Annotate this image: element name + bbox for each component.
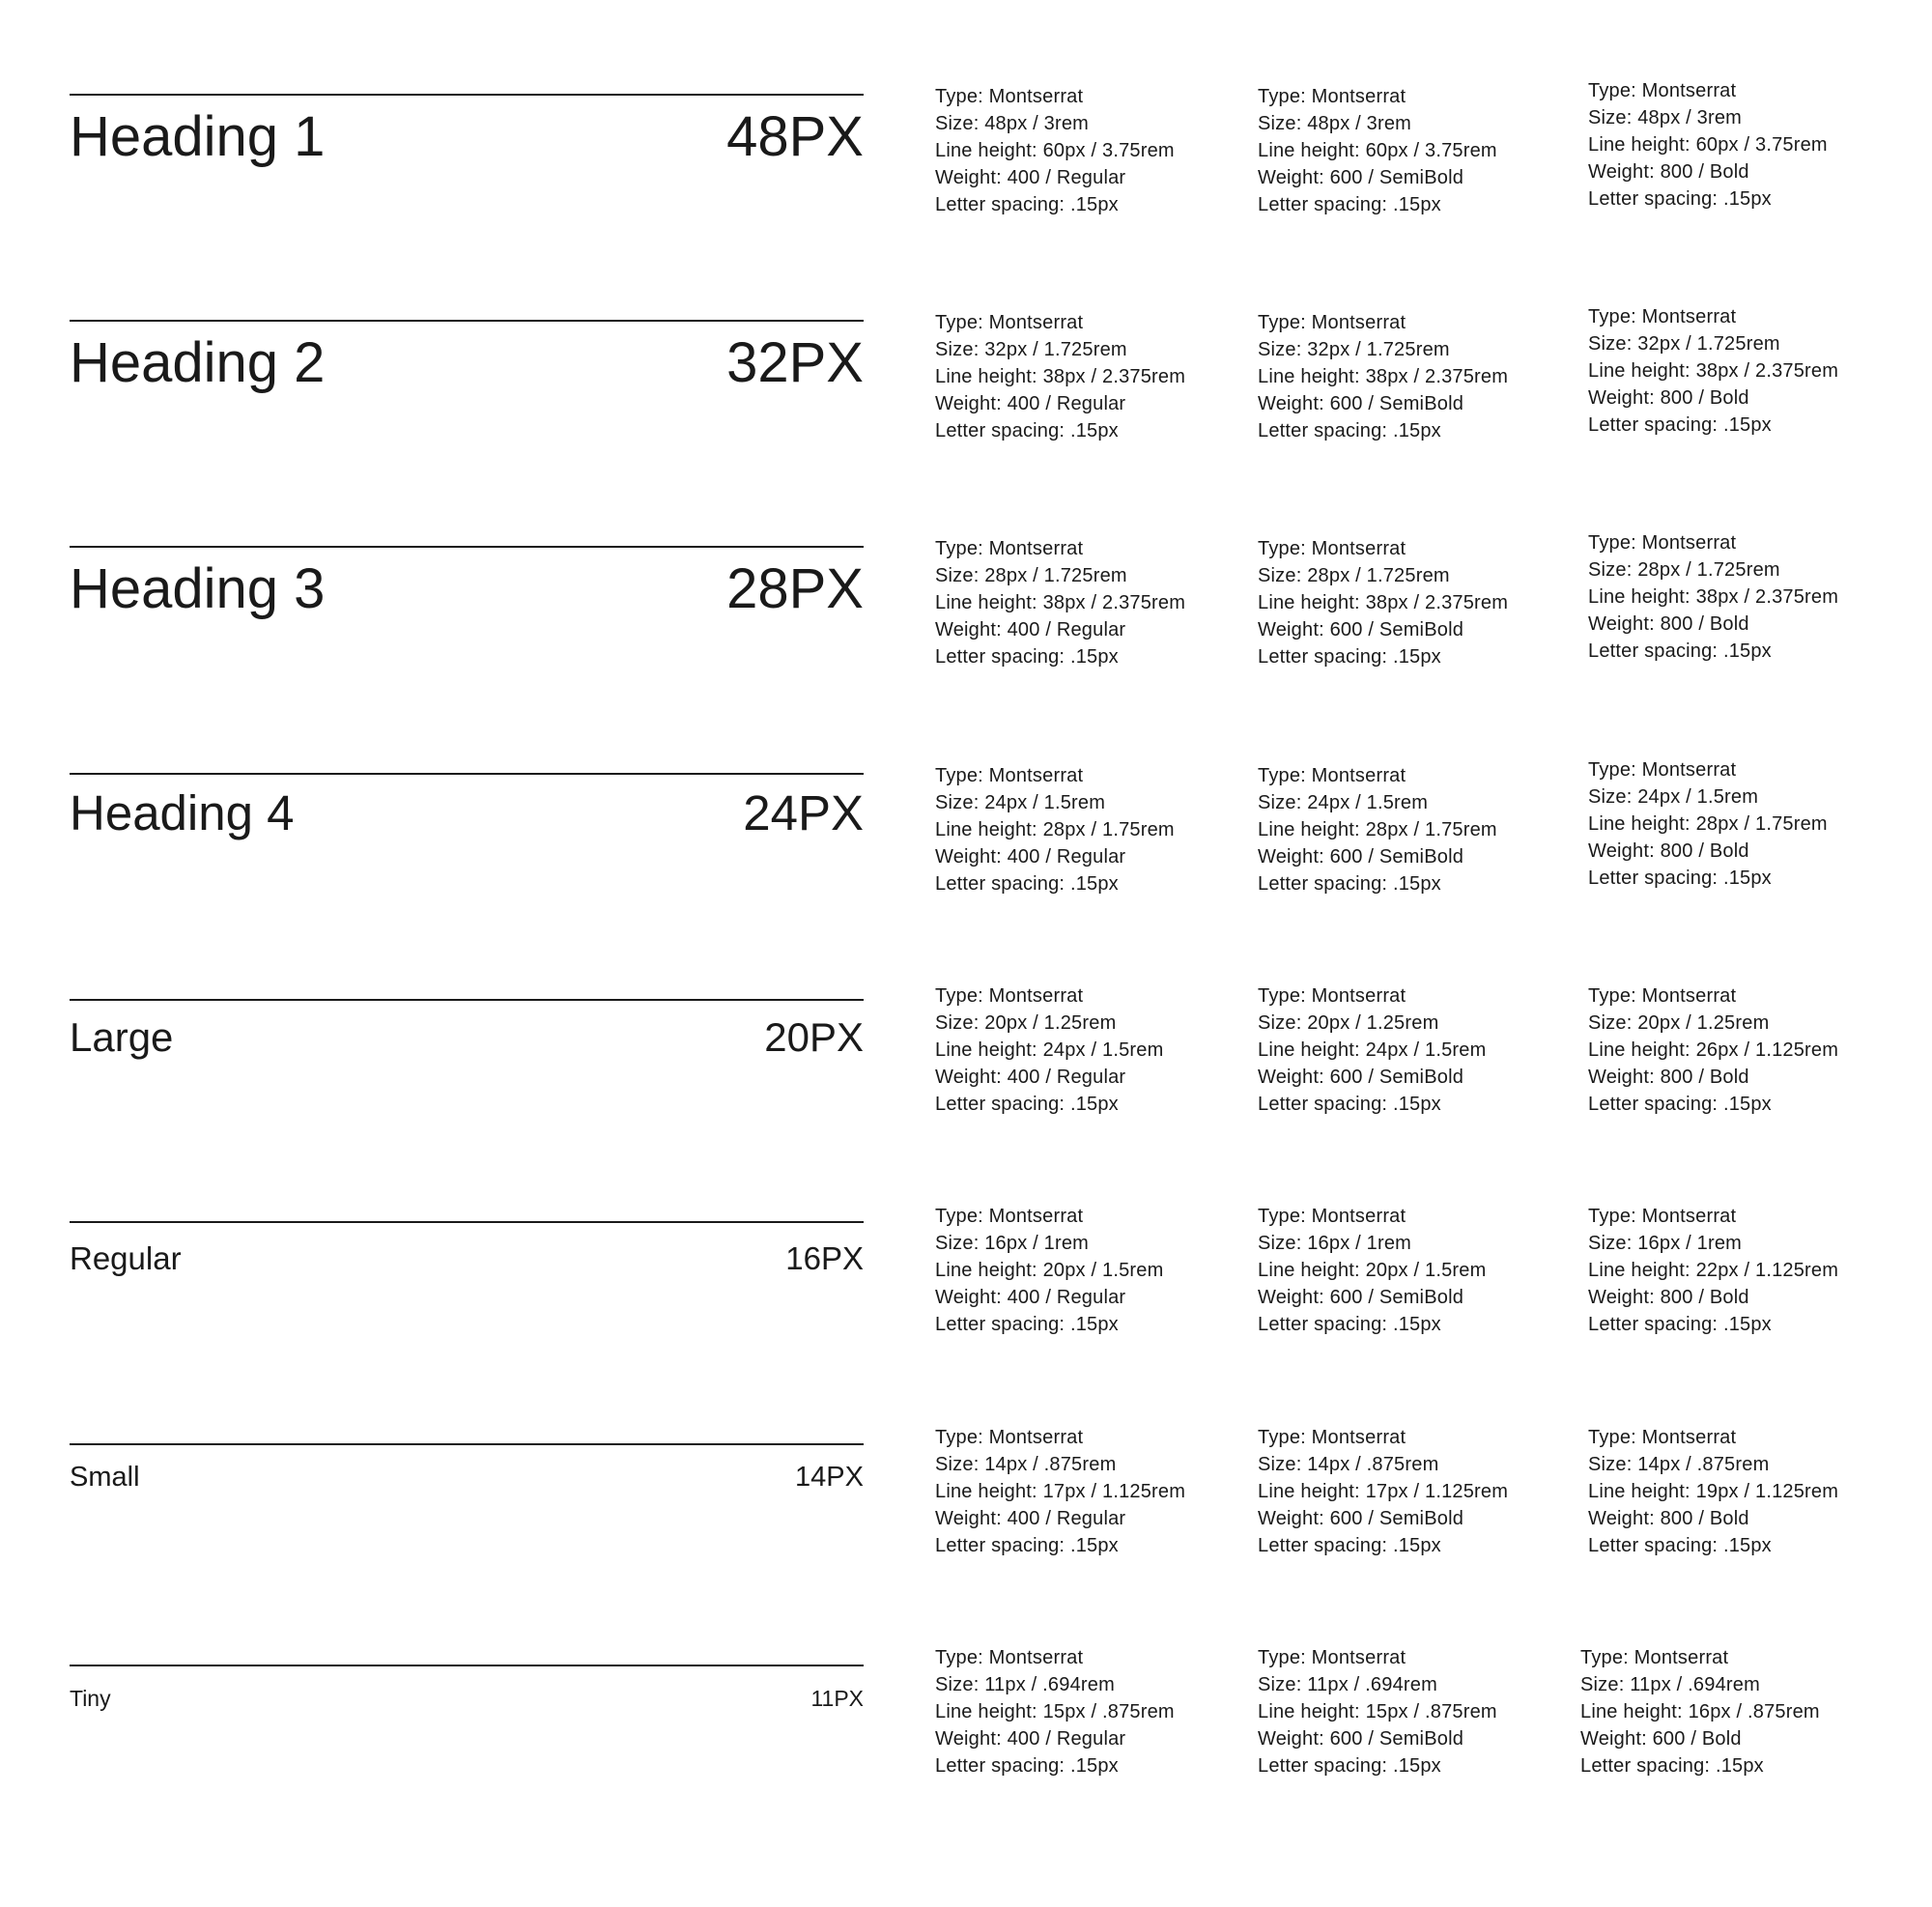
spec-line-height: Line height: 19px / 1.125rem xyxy=(1588,1481,1839,1502)
spec-bold xyxy=(1588,303,1838,439)
spec-weight: Weight: 800 / Bold xyxy=(1588,1508,1749,1529)
spec-weight: Weight: 400 / Regular xyxy=(935,846,1126,868)
style-size: 20PX xyxy=(764,1014,864,1060)
spec-line-height: Line height: 24px / 1.5rem xyxy=(935,1039,1164,1061)
spec-line-height: Line height: 22px / 1.125rem xyxy=(1588,1260,1839,1281)
spec-bold xyxy=(1588,982,1838,1118)
spec-size: Size: 14px / .875rem xyxy=(935,1454,1117,1475)
spec-weight: Weight: 800 / Bold xyxy=(1588,840,1749,862)
spec-line-height: Line height: 26px / 1.125rem xyxy=(1588,1039,1839,1061)
spec-semibold xyxy=(1258,982,1486,1118)
spec-size: Size: 11px / .694rem xyxy=(1258,1674,1437,1695)
style-name: Regular xyxy=(70,1240,182,1276)
spec-regular xyxy=(935,1644,1175,1779)
spec-letter-spacing: Letter spacing: .15px xyxy=(935,1094,1119,1115)
type-sample xyxy=(70,320,864,394)
spec-type: Type: Montserrat xyxy=(935,1206,1084,1227)
spec-type: Type: Montserrat xyxy=(1258,985,1406,1007)
style-name: Heading 4 xyxy=(70,785,295,840)
spec-letter-spacing: Letter spacing: .15px xyxy=(1588,1314,1772,1335)
spec-size: Size: 20px / 1.25rem xyxy=(1258,1012,1439,1034)
spec-letter-spacing: Letter spacing: .15px xyxy=(1588,188,1772,210)
spec-type: Type: Montserrat xyxy=(1588,1206,1737,1227)
style-size: 32PX xyxy=(726,331,864,394)
spec-type: Type: Montserrat xyxy=(1588,759,1737,781)
spec-bold xyxy=(1588,77,1828,213)
spec-letter-spacing: Letter spacing: .15px xyxy=(1588,414,1772,436)
spec-bold xyxy=(1588,1424,1838,1559)
spec-letter-spacing: Letter spacing: .15px xyxy=(1258,1314,1441,1335)
spec-line-height: Line height: 38px / 2.375rem xyxy=(1258,366,1509,387)
spec-letter-spacing: Letter spacing: .15px xyxy=(1588,1094,1772,1115)
type-sample xyxy=(70,773,864,840)
spec-letter-spacing: Letter spacing: .15px xyxy=(1258,646,1441,668)
spec-letter-spacing: Letter spacing: .15px xyxy=(1258,194,1441,215)
spec-weight: Weight: 600 / SemiBold xyxy=(1258,1067,1464,1088)
spec-size: Size: 32px / 1.725rem xyxy=(935,339,1127,360)
spec-weight: Weight: 800 / Bold xyxy=(1588,387,1749,409)
spec-letter-spacing: Letter spacing: .15px xyxy=(1588,640,1772,662)
style-size: 24PX xyxy=(743,785,864,840)
spec-type: Type: Montserrat xyxy=(1588,306,1737,327)
type-sample xyxy=(70,1443,864,1493)
spec-type: Type: Montserrat xyxy=(935,312,1084,333)
spec-size: Size: 11px / .694rem xyxy=(1580,1674,1760,1695)
spec-letter-spacing: Letter spacing: .15px xyxy=(935,1314,1119,1335)
spec-size: Size: 14px / .875rem xyxy=(1588,1454,1770,1475)
spec-line-height: Line height: 20px / 1.5rem xyxy=(935,1260,1164,1281)
spec-line-height: Line height: 15px / .875rem xyxy=(935,1701,1175,1722)
spec-regular xyxy=(935,982,1163,1118)
type-sample xyxy=(70,546,864,620)
spec-size: Size: 32px / 1.725rem xyxy=(1588,333,1780,355)
spec-semibold xyxy=(1258,83,1497,218)
spec-weight: Weight: 800 / Bold xyxy=(1588,1067,1749,1088)
spec-line-height: Line height: 28px / 1.75rem xyxy=(1258,819,1497,840)
spec-letter-spacing: Letter spacing: .15px xyxy=(935,1535,1119,1556)
spec-semibold xyxy=(1258,1424,1508,1559)
spec-letter-spacing: Letter spacing: .15px xyxy=(1258,873,1441,895)
spec-weight: Weight: 600 / SemiBold xyxy=(1258,619,1464,640)
style-name: Tiny xyxy=(70,1686,111,1711)
spec-size: Size: 11px / .694rem xyxy=(935,1674,1115,1695)
spec-type: Type: Montserrat xyxy=(1258,538,1406,559)
spec-weight: Weight: 800 / Bold xyxy=(1588,161,1749,183)
spec-type: Type: Montserrat xyxy=(935,1647,1084,1668)
spec-weight: Weight: 800 / Bold xyxy=(1588,1287,1749,1308)
spec-size: Size: 28px / 1.725rem xyxy=(1258,565,1450,586)
type-sample xyxy=(70,94,864,168)
spec-line-height: Line height: 28px / 1.75rem xyxy=(1588,813,1828,835)
spec-weight: Weight: 600 / SemiBold xyxy=(1258,846,1464,868)
spec-size: Size: 28px / 1.725rem xyxy=(1588,559,1780,581)
spec-size: Size: 48px / 3rem xyxy=(1258,113,1412,134)
spec-type: Type: Montserrat xyxy=(935,765,1084,786)
spec-weight: Weight: 400 / Regular xyxy=(935,1067,1126,1088)
style-size: 14PX xyxy=(795,1462,864,1493)
spec-type: Type: Montserrat xyxy=(935,86,1084,107)
spec-letter-spacing: Letter spacing: .15px xyxy=(1258,1094,1441,1115)
spec-type: Type: Montserrat xyxy=(1258,1206,1406,1227)
spec-bold xyxy=(1588,756,1828,892)
spec-semibold xyxy=(1258,535,1508,670)
spec-regular xyxy=(935,762,1175,897)
spec-letter-spacing: Letter spacing: .15px xyxy=(1258,1535,1441,1556)
spec-line-height: Line height: 16px / .875rem xyxy=(1580,1701,1820,1722)
spec-line-height: Line height: 60px / 3.75rem xyxy=(935,140,1175,161)
spec-weight: Weight: 600 / Bold xyxy=(1580,1728,1742,1750)
style-name: Heading 1 xyxy=(70,105,326,168)
spec-weight: Weight: 400 / Regular xyxy=(935,1287,1126,1308)
spec-size: Size: 16px / 1rem xyxy=(1588,1233,1743,1254)
spec-letter-spacing: Letter spacing: .15px xyxy=(935,420,1119,441)
style-size: 28PX xyxy=(726,557,864,620)
spec-regular xyxy=(935,83,1175,218)
spec-size: Size: 48px / 3rem xyxy=(1588,107,1743,128)
style-name: Heading 3 xyxy=(70,557,326,620)
spec-weight: Weight: 600 / SemiBold xyxy=(1258,1287,1464,1308)
spec-semibold xyxy=(1258,1203,1486,1338)
spec-size: Size: 20px / 1.25rem xyxy=(935,1012,1117,1034)
style-name: Large xyxy=(70,1014,174,1060)
spec-size: Size: 24px / 1.5rem xyxy=(1588,786,1759,808)
spec-semibold xyxy=(1258,762,1497,897)
spec-line-height: Line height: 28px / 1.75rem xyxy=(935,819,1175,840)
spec-bold xyxy=(1588,1203,1838,1338)
spec-type: Type: Montserrat xyxy=(935,1427,1084,1448)
spec-weight: Weight: 800 / Bold xyxy=(1588,613,1749,635)
spec-weight: Weight: 600 / SemiBold xyxy=(1258,393,1464,414)
spec-size: Size: 24px / 1.5rem xyxy=(1258,792,1429,813)
spec-semibold xyxy=(1258,309,1508,444)
spec-size: Size: 28px / 1.725rem xyxy=(935,565,1127,586)
spec-line-height: Line height: 15px / .875rem xyxy=(1258,1701,1497,1722)
spec-type: Type: Montserrat xyxy=(1258,86,1406,107)
spec-type: Type: Montserrat xyxy=(1258,312,1406,333)
spec-regular xyxy=(935,309,1185,444)
spec-semibold xyxy=(1258,1644,1497,1779)
spec-weight: Weight: 400 / Regular xyxy=(935,619,1126,640)
type-sample xyxy=(70,1665,864,1711)
spec-type: Type: Montserrat xyxy=(935,985,1084,1007)
type-sample xyxy=(70,1221,864,1276)
spec-letter-spacing: Letter spacing: .15px xyxy=(935,194,1119,215)
spec-type: Type: Montserrat xyxy=(1588,80,1737,101)
spec-letter-spacing: Letter spacing: .15px xyxy=(935,1755,1119,1777)
style-size: 11PX xyxy=(810,1686,864,1711)
spec-letter-spacing: Letter spacing: .15px xyxy=(1588,1535,1772,1556)
type-sample xyxy=(70,999,864,1060)
spec-type: Type: Montserrat xyxy=(1258,1427,1406,1448)
spec-letter-spacing: Letter spacing: .15px xyxy=(1258,420,1441,441)
spec-regular xyxy=(935,535,1185,670)
style-name: Heading 2 xyxy=(70,331,326,394)
spec-bold xyxy=(1580,1644,1820,1779)
spec-letter-spacing: Letter spacing: .15px xyxy=(1588,868,1772,889)
spec-line-height: Line height: 38px / 2.375rem xyxy=(935,366,1186,387)
spec-type: Type: Montserrat xyxy=(1580,1647,1729,1668)
spec-line-height: Line height: 20px / 1.5rem xyxy=(1258,1260,1487,1281)
spec-line-height: Line height: 17px / 1.125rem xyxy=(935,1481,1186,1502)
spec-line-height: Line height: 38px / 2.375rem xyxy=(1588,586,1839,608)
spec-regular xyxy=(935,1203,1163,1338)
spec-size: Size: 16px / 1rem xyxy=(935,1233,1090,1254)
spec-type: Type: Montserrat xyxy=(1258,1647,1406,1668)
spec-bold xyxy=(1588,529,1838,665)
style-name: Small xyxy=(70,1462,140,1493)
spec-size: Size: 16px / 1rem xyxy=(1258,1233,1412,1254)
spec-regular xyxy=(935,1424,1185,1559)
spec-size: Size: 48px / 3rem xyxy=(935,113,1090,134)
spec-line-height: Line height: 38px / 2.375rem xyxy=(1588,360,1839,382)
spec-type: Type: Montserrat xyxy=(1588,532,1737,554)
spec-letter-spacing: Letter spacing: .15px xyxy=(1580,1755,1764,1777)
spec-size: Size: 24px / 1.5rem xyxy=(935,792,1106,813)
spec-size: Size: 20px / 1.25rem xyxy=(1588,1012,1770,1034)
spec-line-height: Line height: 60px / 3.75rem xyxy=(1588,134,1828,156)
spec-type: Type: Montserrat xyxy=(935,538,1084,559)
spec-weight: Weight: 400 / Regular xyxy=(935,167,1126,188)
spec-size: Size: 14px / .875rem xyxy=(1258,1454,1439,1475)
spec-type: Type: Montserrat xyxy=(1588,1427,1737,1448)
spec-weight: Weight: 600 / SemiBold xyxy=(1258,1508,1464,1529)
spec-line-height: Line height: 17px / 1.125rem xyxy=(1258,1481,1509,1502)
spec-line-height: Line height: 38px / 2.375rem xyxy=(935,592,1186,613)
spec-letter-spacing: Letter spacing: .15px xyxy=(935,646,1119,668)
style-size: 48PX xyxy=(726,105,864,168)
spec-type: Type: Montserrat xyxy=(1258,765,1406,786)
spec-letter-spacing: Letter spacing: .15px xyxy=(935,873,1119,895)
spec-weight: Weight: 400 / Regular xyxy=(935,1728,1126,1750)
spec-line-height: Line height: 24px / 1.5rem xyxy=(1258,1039,1487,1061)
spec-type: Type: Montserrat xyxy=(1588,985,1737,1007)
spec-weight: Weight: 400 / Regular xyxy=(935,393,1126,414)
spec-size: Size: 32px / 1.725rem xyxy=(1258,339,1450,360)
style-size: 16PX xyxy=(785,1240,864,1276)
spec-weight: Weight: 600 / SemiBold xyxy=(1258,1728,1464,1750)
spec-line-height: Line height: 38px / 2.375rem xyxy=(1258,592,1509,613)
spec-weight: Weight: 400 / Regular xyxy=(935,1508,1126,1529)
spec-line-height: Line height: 60px / 3.75rem xyxy=(1258,140,1497,161)
spec-weight: Weight: 600 / SemiBold xyxy=(1258,167,1464,188)
spec-letter-spacing: Letter spacing: .15px xyxy=(1258,1755,1441,1777)
